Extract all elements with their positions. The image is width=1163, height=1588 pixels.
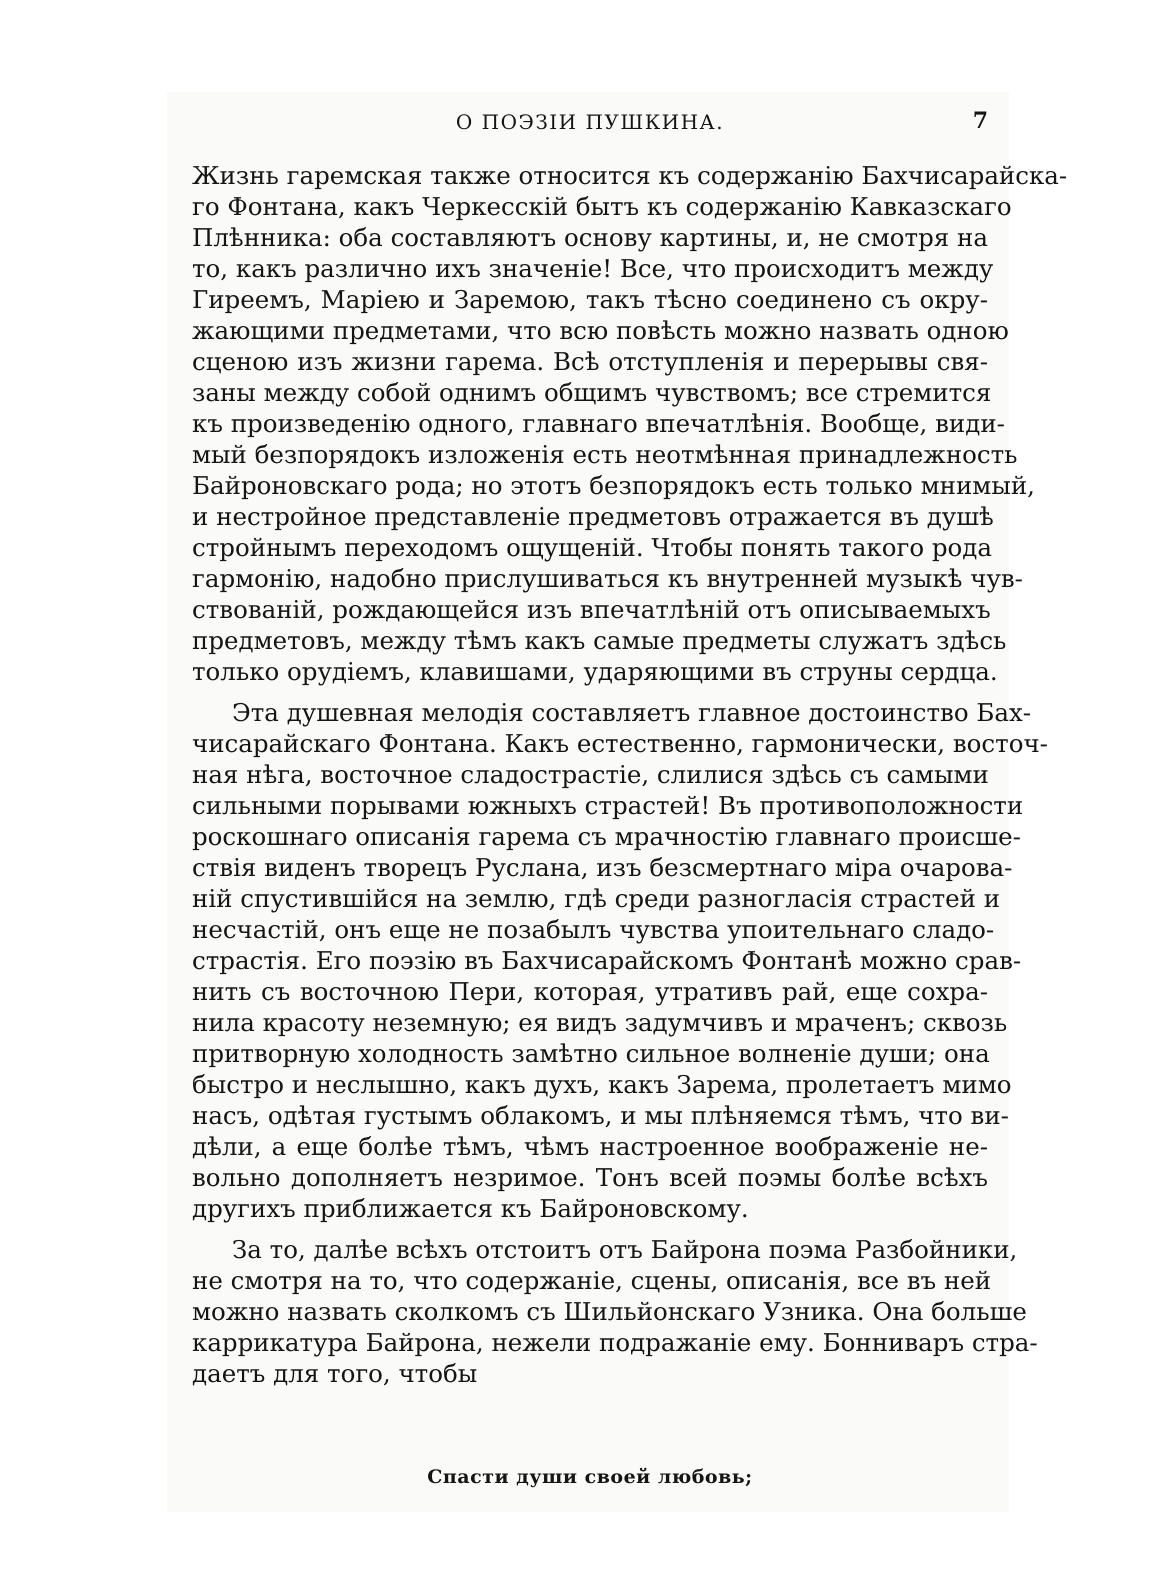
text-line: быстро и неслышно, какъ духъ, какъ Зарема, пролетаетъ мимо (192, 1070, 1012, 1099)
text-line: нить съ восточною Пери, которая, утративъ рай, еще сохра- (192, 977, 988, 1006)
running-head (192, 110, 988, 142)
text-line: сценою изъ жизни гарема. Всѣ отступленія и перерывы свя- (192, 347, 988, 376)
text-line: предметовъ, между тѣмъ какъ самые предметы служатъ здѣсь (192, 626, 1007, 655)
text-line: и нестройное представленіе предметовъ отражается въ душѣ (192, 502, 994, 531)
text-line: нила красоту неземную; ея видъ задумчивъ и мраченъ; сквозь (192, 1008, 1008, 1037)
text-line: го Фонтана, какъ Черкесскій бытъ къ содержанію Кавказскаго (192, 192, 1012, 221)
body-text (192, 160, 1068, 1389)
text-line: Гиреемъ, Маріею и Заремою, такъ тѣсно соединено съ окру- (192, 285, 988, 314)
text-line: жающими предметами, что всю повѣсть можно назвать одною (192, 316, 1009, 345)
text-line: За то, далѣе всѣхъ отстоитъ отъ Байрона поэма Разбойники, (232, 1235, 1018, 1264)
text-line: каррикатура Байрона, нежели подражаніе ему. Бонниваръ стра- (192, 1328, 1038, 1357)
text-line: стройнымъ переходомъ ощущеній. Чтобы понять такого рода (192, 533, 992, 562)
text-line: страстія. Его поэзію въ Бахчисарайскомъ Фонтанѣ можно срав- (192, 946, 1022, 975)
text-line: можно назвать сколкомъ съ Шильйонскаго Узника. Она больше (192, 1297, 1027, 1326)
paragraph-gap (192, 1224, 988, 1234)
text-line: гармонію, надобно прислушиваться къ внутренней музыкѣ чув- (192, 564, 1023, 593)
text-line: Эта душевная мелодія составляетъ главное достоинство Бах- (232, 698, 1032, 727)
paragraph-gap (192, 687, 988, 697)
text-line: чисарайскаго Фонтана. Какъ естественно, гармонически, восточ- (192, 729, 1048, 758)
verse-quote: Спасти души своей любовь; (427, 1466, 753, 1488)
text-line: несчастій, онъ еще не позабылъ чувства упоительнаго сладо- (192, 915, 995, 944)
text-line: дѣли, а еще болѣе тѣмъ, чѣмъ настроенное воображеніе не- (192, 1132, 988, 1161)
text-line: Плѣнника: оба составляютъ основу картины, и, не смотря на (192, 223, 988, 252)
text-line: ная нѣга, восточное сладострастіе, слилися здѣсь съ самыми (192, 760, 989, 789)
text-line: вольно дополняетъ незримое. Тонъ всей поэмы болѣе всѣхъ (192, 1163, 988, 1192)
text-line: то, какъ различно ихъ значеніе! Все, что происходитъ между (192, 254, 994, 283)
text-line: Байроновскаго рода; но этотъ безпорядокъ есть только мнимый, (192, 471, 1035, 500)
text-line: заны между собой однимъ общимъ чувствомъ; все стремится (192, 378, 992, 407)
text-line: роскошнаго описанія гарема съ мрачностію главнаго происше- (192, 822, 1021, 851)
text-line: не смотря на то, что содержаніе, сцены, описанія, все въ ней (192, 1266, 992, 1295)
text-line: ній спустившійся на землю, гдѣ среди разногласія страстей и (192, 884, 1001, 913)
page-number: 7 (972, 108, 988, 134)
text-line: притворную холодность замѣтно сильное волненіе души; она (192, 1039, 990, 1068)
text-line: другихъ приближается къ Байроновскому. (192, 1194, 749, 1223)
text-line: только орудіемъ, клавишами, ударяющими въ струны сердца. (192, 657, 998, 686)
text-line: Жизнь гаремская также относится къ содержанію Бахчисарайска- (192, 161, 1068, 190)
text-line: даетъ для того, чтобы (192, 1359, 478, 1388)
running-title: О ПОЭЗІИ ПУШКИНА. (455, 110, 725, 134)
text-line: ствія виденъ творецъ Руслана, изъ безсмертнаго міра очарова- (192, 853, 1013, 882)
text-line: насъ, одѣтая густымъ облакомъ, и мы плѣняемся тѣмъ, что ви- (192, 1101, 1009, 1130)
text-line: мый безпорядокъ изложенія есть неотмѣнная принадлежность (192, 440, 1018, 469)
text-line: къ произведенію одного, главнаго впечатлѣнія. Вообще, види- (192, 409, 1005, 438)
text-line: сильными порывами южныхъ страстей! Въ противоположности (192, 791, 1024, 820)
text-line: ствованій, рождающейся изъ впечатлѣній отъ описываемыхъ (192, 595, 991, 624)
